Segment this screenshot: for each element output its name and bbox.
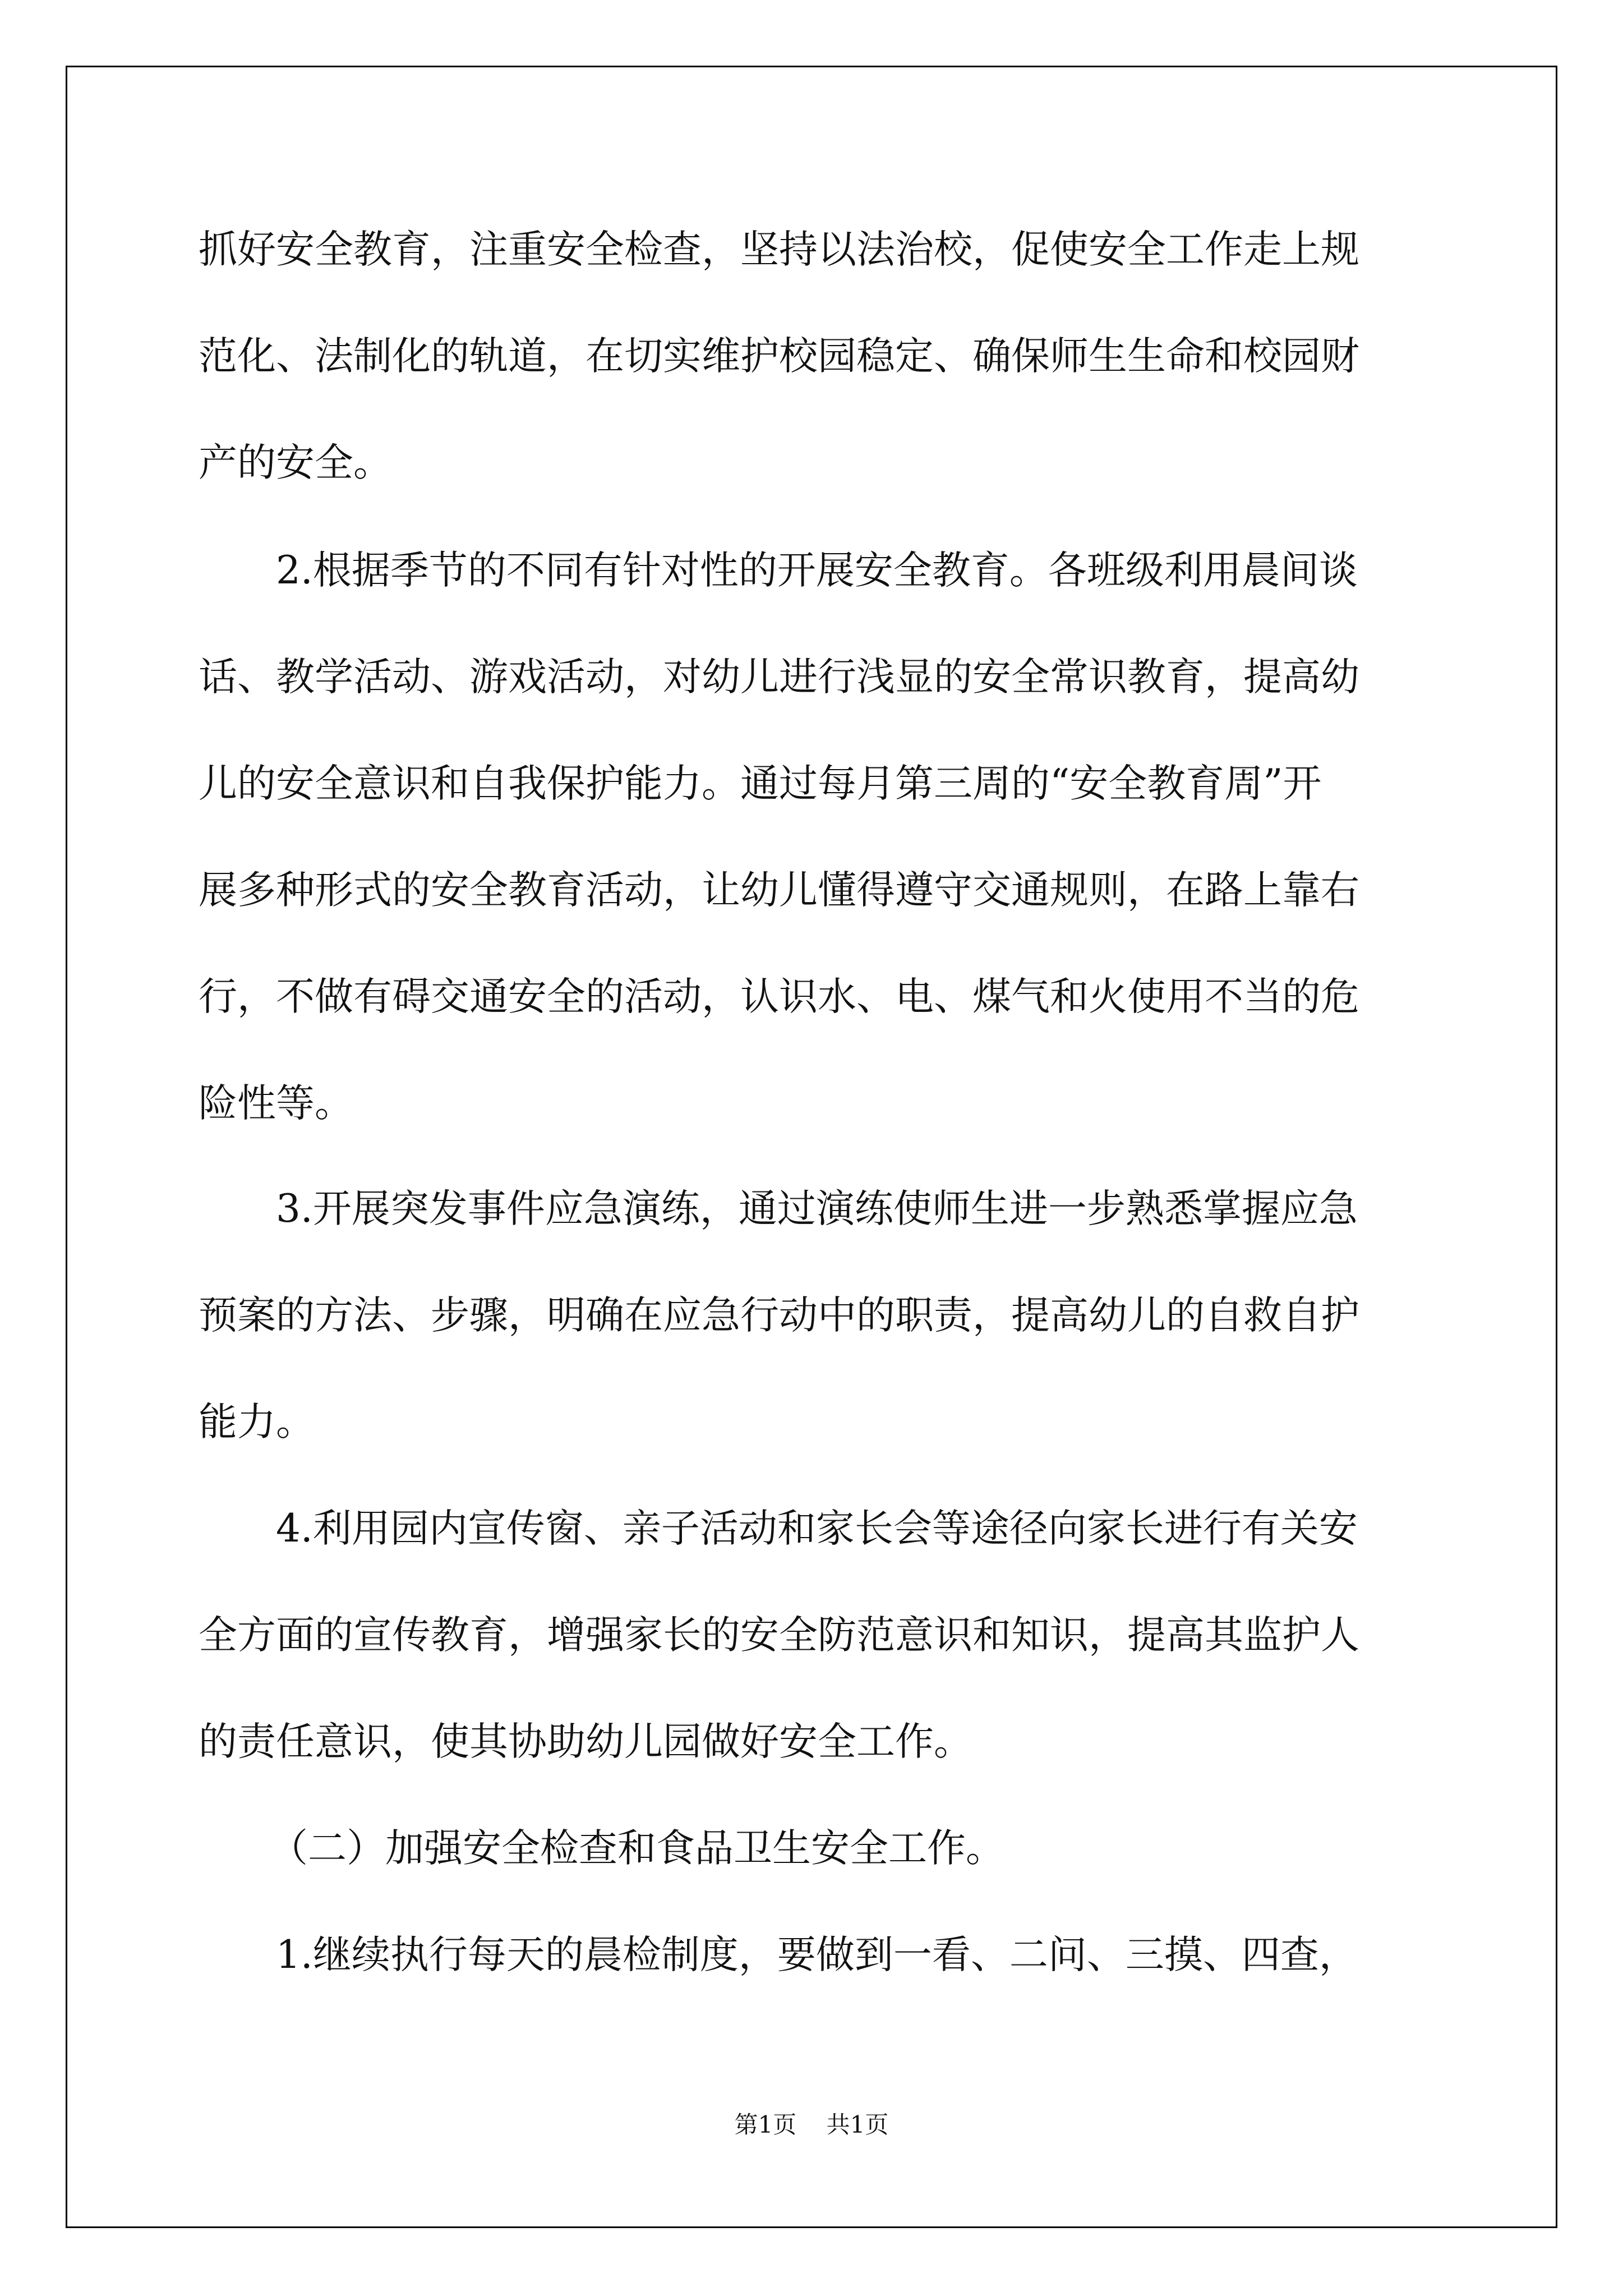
text-line: 3.开展突发事件应急演练，通过演练使师生进一步熟悉掌握应急 xyxy=(199,1186,1358,1231)
text-line: 预案的方法、步骤，明确在应急行动中的职责，提高幼儿的自救自护 xyxy=(199,1293,1359,1338)
text-line: 2.根据季节的不同有针对性的开展安全教育。各班级利用晨间谈 xyxy=(199,548,1358,593)
paragraph-3 xyxy=(199,1156,1432,1475)
text-line: 行，不做有碍交通安全的活动，认识水、电、煤气和火使用不当的危 xyxy=(199,974,1359,1019)
paragraph-4 xyxy=(199,1475,1432,1795)
paragraph-5 xyxy=(199,1902,1432,2008)
text-line: 险性等。 xyxy=(199,1081,353,1126)
section-subheading: （二）加强安全检查和食品卫生安全工作。 xyxy=(269,1826,1004,1871)
text-line: 能力。 xyxy=(199,1400,315,1444)
paragraph-2 xyxy=(199,517,1432,1157)
paragraph-1 xyxy=(199,196,1432,516)
page-number-total: 共1页 xyxy=(826,2111,889,2138)
text-line: 展多种形式的安全教育活动，让幼儿懂得遵守交通规则，在路上靠右 xyxy=(199,868,1359,913)
page-footer xyxy=(0,2106,1623,2140)
text-line: 全方面的宣传教育，增强家长的安全防范意识和知识，提高其监护人 xyxy=(199,1613,1359,1658)
text-line: 范化、法制化的轨道，在切实维护校园稳定、确保师生生命和校园财 xyxy=(199,334,1359,379)
page-number-current: 第1页 xyxy=(734,2111,797,2138)
text-line: 4.利用园内宣传窗、亲子活动和家长会等途径向家长进行有关安 xyxy=(199,1506,1358,1551)
text-line: 话、教学活动、游戏活动，对幼儿进行浅显的安全常识教育，提高幼 xyxy=(199,655,1359,700)
text-line: 抓好安全教育，注重安全检查，坚持以法治校，促使安全工作走上规 xyxy=(199,227,1359,272)
text-line: 产的安全。 xyxy=(199,440,392,485)
text-line: 的责任意识，使其协助幼儿园做好安全工作。 xyxy=(199,1719,972,1764)
text-line: 1.继续执行每天的晨检制度，要做到一看、二问、三摸、四查， xyxy=(199,1932,1358,1977)
text-line: 儿的安全意识和自我保护能力。通过每月第三周的“安全教育周”开 xyxy=(199,761,1322,806)
